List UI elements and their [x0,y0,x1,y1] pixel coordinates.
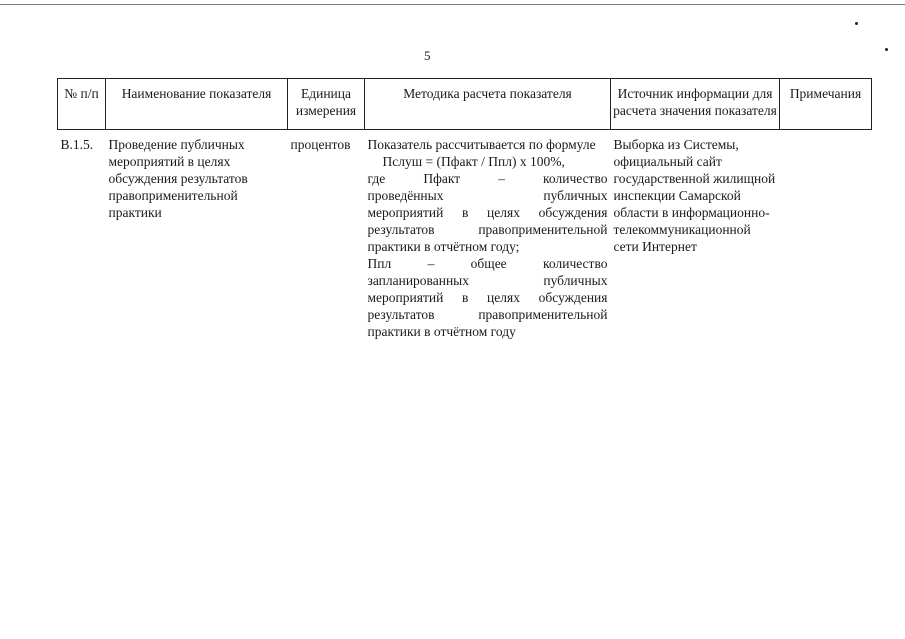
cell-notes [780,130,872,360]
method-formula: Пслуш = (Пфакт / Ппл) x 100%, [382,154,565,169]
header-unit: Единица измерения [288,79,365,130]
cell-name: Проведение публичных мероприятий в целях обсуждения результатов правоприменительной практики [108,137,248,220]
cell-method [365,130,611,360]
header-method: Методика расчета показателя [365,79,611,130]
header-name: Наименование показателя [106,79,288,130]
scan-speck [885,48,888,51]
cell-source: Выборка из Системы, официальный сайт государственной жилищной инспекции Самарской области в информационно-телекоммуникационной сети Интернет [613,137,776,254]
method-intro: Показатель рассчитывается по формуле [367,137,596,152]
header-source: Источник информации для расчета значения показателя [611,79,780,130]
method-line: Ппл – общее количество [367,256,608,271]
cell-number: В.1.5. [60,137,94,152]
table-header-row [58,79,872,130]
method-line: практики в отчётном году; [367,239,520,254]
header-notes: Примечания [780,79,872,130]
method-line: где Пфакт – количество [367,171,608,186]
header-number: № п/п [58,79,106,130]
cell-unit: процентов [290,137,351,152]
table-row [58,130,872,360]
method-line: результатов правоприменительной [367,307,608,322]
method-line: результатов правоприменительной [367,222,608,237]
scan-speck [855,22,858,25]
method-line: проведённых публичных [367,188,608,203]
scan-edge-line [0,4,905,5]
method-line: запланированных публичных [367,273,608,288]
method-line: мероприятий в целях обсуждения [367,290,608,305]
method-line: практики в отчётном году [367,324,516,339]
indicator-table [57,78,872,360]
page-number: 5 [424,48,431,63]
method-line: мероприятий в целях обсуждения [367,205,608,220]
